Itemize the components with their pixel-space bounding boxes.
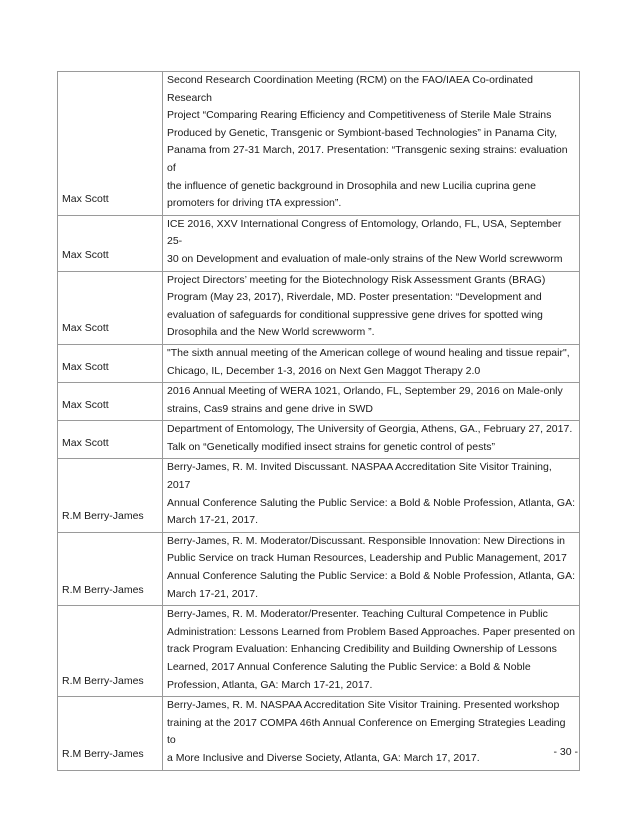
presenter-name-cell: Max Scott xyxy=(58,344,163,382)
table-row xyxy=(58,271,580,344)
presentation-entry-cell xyxy=(163,344,580,382)
entry-text-line: Administration: Lessons Learned from Problem Based Approaches. Paper presented on xyxy=(167,625,575,638)
presentation-entry-cell xyxy=(163,383,580,421)
entry-text-line: strains, Cas9 strains and gene drive in SWD xyxy=(167,402,374,415)
table-row xyxy=(58,459,580,532)
presentation-entry-cell xyxy=(163,459,580,532)
entry-text-line: Profession, Atlanta, GA: March 17-21, 2017. xyxy=(167,678,373,691)
table-row xyxy=(58,606,580,697)
presenter-name-cell: R.M Berry-James xyxy=(58,606,163,697)
entry-text-line: 30 on Development and evaluation of male-only strains of the New World screwworm xyxy=(167,252,563,265)
presentation-entry-cell xyxy=(163,215,580,271)
presenter-name-cell: Max Scott xyxy=(58,421,163,459)
presentations-table-body xyxy=(58,72,580,771)
entry-text-line: Project Directors’ meeting for the Biotechnology Risk Assessment Grants (BRAG) xyxy=(167,273,546,286)
presentation-entry-cell xyxy=(163,532,580,605)
table-row xyxy=(58,215,580,271)
entry-text-line: Berry-James, R. M. NASPAA Accreditation Site Visitor Training. Presented workshop xyxy=(167,699,560,712)
entry-text-line: Annual Conference Saluting the Public Service: a Bold & Noble Profession, Atlanta, GA: xyxy=(167,570,575,583)
entry-text-line: Chicago, IL, December 1-3, 2016 on Next Gen Maggot Therapy 2.0 xyxy=(167,364,481,377)
entry-text-line: a More Inclusive and Diverse Society, Atlanta, GA: March 17, 2017. xyxy=(167,751,480,764)
entry-text-line: March 17-21, 2017. xyxy=(167,514,259,527)
presenter-name-cell: Max Scott xyxy=(58,383,163,421)
entry-text-line: March 17-21, 2017. xyxy=(167,587,259,600)
entry-text-line: Berry-James, R. M. Invited Discussant. NASPAA Accreditation Site Visitor Training, 2017 xyxy=(167,461,552,492)
entry-text-line: Drosophila and the New World screwworm ”. xyxy=(167,326,375,339)
presentation-entry-cell xyxy=(163,421,580,459)
entry-text-line: training at the 2017 COMPA 46th Annual Conference on Emerging Strategies Leading to xyxy=(167,716,566,747)
presenter-name-cell: Max Scott xyxy=(58,271,163,344)
entry-text-line: Project “Comparing Rearing Efficiency and Competitiveness of Sterile Male Strains xyxy=(167,109,552,122)
table-row xyxy=(58,344,580,382)
presenter-name-cell: Max Scott xyxy=(58,215,163,271)
entry-text-line: Learned, 2017 Annual Conference Saluting the Public Service: a Bold & Noble xyxy=(167,661,531,673)
table-row xyxy=(58,697,580,770)
entry-text-line: the influence of genetic background in Drosophila and new Lucilia cuprina gene xyxy=(167,179,536,192)
presenter-name-cell: R.M Berry-James xyxy=(58,459,163,532)
presentation-entry-cell xyxy=(163,271,580,344)
entry-text-line: Second Research Coordination Meeting (RCM) on the FAO/IAEA Co-ordinated Research xyxy=(167,74,533,104)
presentation-entry-cell xyxy=(163,72,580,216)
entry-text-line: Department of Entomology, The University of Georgia, Athens, GA., February 27, 2017. xyxy=(167,423,573,436)
presenter-name-cell: Max Scott xyxy=(58,72,163,216)
entry-text-line: evaluation of safeguards for conditional suppressive gene drives for spotted wing xyxy=(167,308,543,321)
table-row xyxy=(58,532,580,605)
presenter-name-cell: R.M Berry-James xyxy=(58,697,163,770)
entry-text-line: Panama from 27-31 March, 2017. Presentation: “Transgenic sexing strains: evaluation of xyxy=(167,144,568,174)
entry-text-line: "The sixth annual meeting of the American college of wound healing and tissue repair", xyxy=(167,346,570,359)
presentations-table xyxy=(57,71,580,771)
table-row xyxy=(58,383,580,421)
presenter-name-cell: R.M Berry-James xyxy=(58,532,163,605)
page-number: - 30 - xyxy=(553,746,578,758)
entry-text-line: track Program Evaluation: Enhancing Credibility and Building Ownership of Lessons xyxy=(167,643,557,656)
entry-text-line: Annual Conference Saluting the Public Service: a Bold & Noble Profession, Atlanta, GA: xyxy=(167,496,575,509)
entry-text-line: Produced by Genetic, Transgenic or Symbiont-based Technologies” in Panama City, xyxy=(167,126,558,139)
entry-text-line: Berry-James, R. M. Moderator/Presenter. Teaching Cultural Competence in Public xyxy=(167,608,548,621)
table-row xyxy=(58,72,580,216)
entry-text-line: promoters for driving tTA expression”. xyxy=(167,197,342,210)
entry-text-line: Program (May 23, 2017), Riverdale, MD. Poster presentation: “Development and xyxy=(167,291,542,304)
entry-text-line: Talk on “Genetically modified insect strains for genetic control of pests” xyxy=(167,440,495,453)
presentation-entry-cell xyxy=(163,697,580,770)
entry-text-line: Public Service on track Human Resources, Leadership and Public Management, 2017 xyxy=(167,552,567,565)
entry-text-line: Berry-James, R. M. Moderator/Discussant. Responsible Innovation: New Directions in xyxy=(167,534,565,547)
entry-text-line: ICE 2016, XXV International Congress of Entomology, Orlando, FL, USA, September 25- xyxy=(167,217,562,248)
entry-text-line: 2016 Annual Meeting of WERA 1021, Orlando, FL, September 29, 2016 on Male-only xyxy=(167,385,563,398)
table-row xyxy=(58,421,580,459)
presentation-entry-cell xyxy=(163,606,580,697)
